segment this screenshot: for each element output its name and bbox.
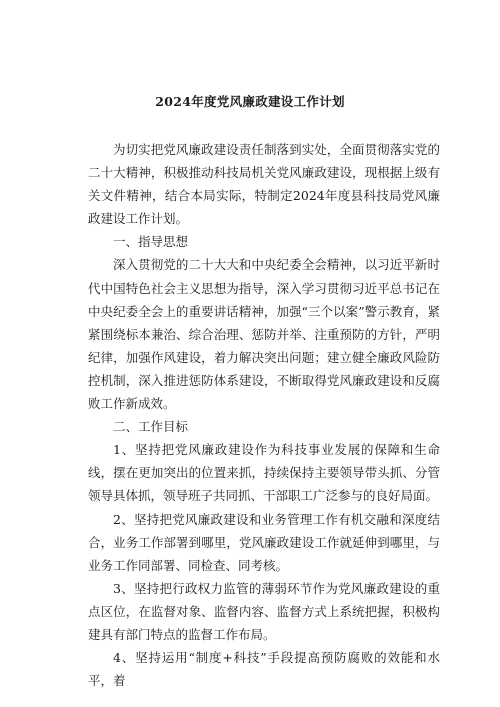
document-body bbox=[88, 138, 440, 692]
work-goal-item-3: 3、坚持把行政权力监管的薄弱环节作为党风廉政建设的重点区位，在监督对象、监督内容、监督方式上系统把握，积极构建具有部门特点的监督工作布局。 bbox=[88, 580, 440, 642]
section-heading-guiding-ideology: 一、指导思想 bbox=[113, 234, 189, 250]
guiding-ideology-paragraph: 深入贯彻党的二十大大和中央纪委全会精神，以习近平新时代中国特色社会主义思想为指导，深入学习贯彻习近平总书记在中央纪委全会上的重要讲话精神，加强“三个以案”警示教育，紧紧围绕标本兼治、综合治理、惩防并举、注重预防的方针，严明纪律，加强作风建设，着力解决突出问题；建立健全廉政风险防控机制，深入推进惩防体系建设，不断取得党风廉政建设和反腐败工作新成效。 bbox=[88, 257, 440, 412]
intro-paragraph: 为切实把党风廉政建设责任制落到实处，全面贯彻落实党的二十大精神，积极推动科技局机关党风廉政建设，现根据上级有关文件精神，结合本局实际，特制定2024年度县科技局党风廉政建设工作计划。 bbox=[88, 142, 440, 227]
section-heading-work-goals: 二、工作目标 bbox=[113, 419, 189, 435]
work-goal-item-2: 2、坚持把党风廉政建设和业务管理工作有机交融和深度结合，业务工作部署到哪里，党风廉政建设工作就延伸到哪里，与业务工作同部署、同检查、同考核。 bbox=[88, 511, 440, 573]
document-title: 2024年度党风廉政建设工作计划 bbox=[155, 94, 345, 109]
work-goal-item-4: 4、坚持运用“制度+科技”手段提高预防腐败的效能和水平，着 bbox=[88, 650, 440, 689]
work-goal-item-1: 1、坚持把党风廉政建设作为科技事业发展的保障和生命线，摆在更加突出的位置来抓，持续保持主要领导带头抓、分管领导具体抓，领导班子共同抓、干部职工广泛参与的良好局面。 bbox=[88, 442, 440, 504]
